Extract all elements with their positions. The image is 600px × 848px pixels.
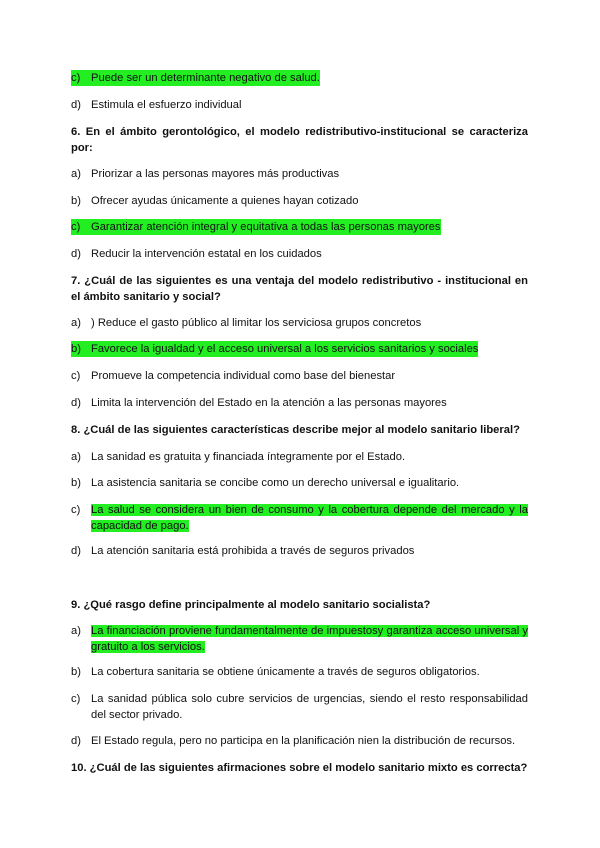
option-letter: d)	[71, 248, 81, 260]
option-letter: a)	[71, 317, 81, 329]
option-letter: b)	[71, 666, 81, 678]
q9-option-b	[71, 664, 528, 680]
q8-option-a	[71, 449, 528, 465]
option-letter: b)	[71, 343, 81, 355]
option-letter: c)	[71, 370, 81, 382]
option-text: El Estado regula, pero no participa en la planificación nien la distribución de recursos.	[91, 735, 516, 747]
option-letter: c)	[71, 504, 81, 516]
q6-option-a	[71, 166, 528, 182]
answer-highlight: La financiación proviene fundamentalmente de impuestosy garantiza acceso universal y gratuito a los servicios.	[91, 625, 528, 653]
option-text: Puede ser un determinante negativo de salud.	[91, 72, 320, 84]
option-letter: b)	[71, 195, 81, 207]
option-letter: a)	[71, 625, 81, 637]
q10-question: 10. ¿Cuál de las siguientes afirmaciones sobre el modelo sanitario mixto es correcta?	[71, 762, 528, 774]
q8-option-d	[71, 543, 528, 559]
option-letter: b)	[71, 477, 81, 489]
q8-option-c	[71, 502, 528, 534]
option-text	[91, 623, 528, 655]
option-letter: c)	[71, 72, 81, 84]
option-letter: a)	[71, 168, 81, 180]
option-letter: d)	[71, 545, 81, 557]
option-text	[91, 502, 528, 534]
option-text: La atención sanitaria está prohibida a través de seguros privados	[91, 545, 415, 557]
option-text: Estimula el esfuerzo individual	[91, 99, 242, 111]
q5-option-d	[71, 97, 528, 113]
option-letter: c)	[71, 693, 81, 705]
option-text: Promueve la competencia individual como base del bienestar	[91, 370, 396, 382]
option-letter: d)	[71, 735, 81, 747]
answer-highlight	[71, 219, 441, 235]
option-text: La asistencia sanitaria se concibe como un derecho universal e igualitario.	[91, 477, 460, 489]
option-letter: c)	[71, 221, 81, 233]
q9-option-c	[71, 691, 528, 723]
option-text: La sanidad pública solo cubre servicios de urgencias, siendo el resto responsabilidad del sector privado.	[91, 693, 528, 721]
option-letter: d)	[71, 99, 81, 111]
answer-highlight: La salud se considera un bien de consumo y la cobertura depende del mercado y la capacidad de pago.	[91, 504, 528, 532]
q7-option-a	[71, 315, 528, 331]
q9-option-a	[71, 623, 528, 655]
q7-option-c	[71, 368, 528, 384]
q8-question: 8. ¿Cuál de las siguientes características describe mejor al modelo sanitario liberal?	[71, 424, 520, 436]
option-text: Priorizar a las personas mayores más productivas	[91, 168, 340, 180]
q5-option-c	[71, 70, 528, 86]
q6-option-d	[71, 246, 528, 262]
q7-question: 7. ¿Cuál de las siguientes es una ventaja del modelo redistributivo - institucional en el ámbito sanitario y social?	[71, 275, 528, 303]
option-text: La sanidad es gratuita y financiada íntegramente por el Estado.	[91, 451, 406, 463]
option-text: Reducir la intervención estatal en los cuidados	[91, 248, 322, 260]
answer-highlight	[71, 341, 478, 357]
option-text: Ofrecer ayudas únicamente a quienes hayan cotizado	[91, 195, 359, 207]
option-text: ) Reduce el gasto público al limitar los serviciosa grupos concretos	[91, 317, 422, 329]
q9-option-d	[71, 733, 528, 749]
option-text: Garantizar atención integral y equitativa a todas las personas mayores	[91, 221, 441, 233]
q9-question: 9. ¿Qué rasgo define principalmente al modelo sanitario socialista?	[71, 599, 431, 611]
q8-option-b	[71, 475, 528, 491]
option-text: La cobertura sanitaria se obtiene únicamente a través de seguros obligatorios.	[91, 666, 480, 678]
answer-highlight	[71, 70, 320, 86]
q7-option-d	[71, 395, 528, 411]
option-text: Favorece la igualdad y el acceso universal a los servicios sanitarios y sociales	[91, 343, 479, 355]
option-letter: d)	[71, 397, 81, 409]
option-text: Limita la intervención del Estado en la atención a las personas mayores	[91, 397, 447, 409]
q7-option-b	[71, 341, 528, 357]
option-letter: a)	[71, 451, 81, 463]
q6-question: 6. En el ámbito gerontológico, el modelo redistributivo-institucional se caracteriza por:	[71, 126, 528, 154]
q6-option-c	[71, 219, 528, 235]
q6-option-b	[71, 193, 528, 209]
